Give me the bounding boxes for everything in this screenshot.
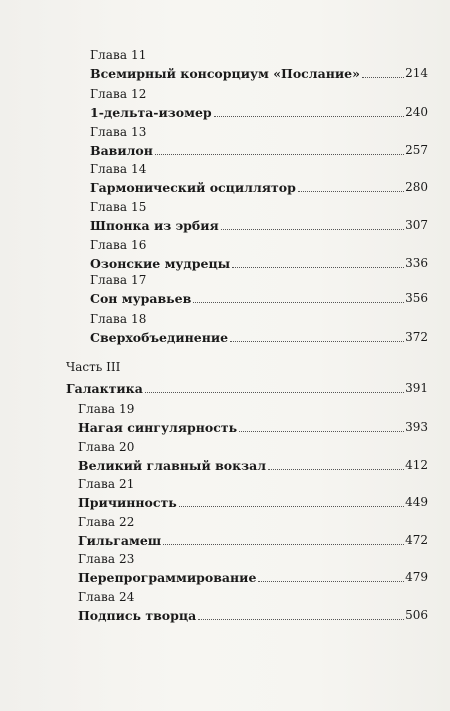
chapter-title: Гильгамеш xyxy=(78,533,162,548)
toc-entry-chapter-23 xyxy=(0,550,450,590)
chapter-row xyxy=(78,607,428,623)
chapter-label: Глава 13 xyxy=(90,125,147,139)
chapter-label: Глава 24 xyxy=(78,590,135,604)
dot-leader xyxy=(179,506,404,507)
dot-leader xyxy=(362,77,404,78)
page-number: 336 xyxy=(405,256,428,270)
chapter-label: Глава 23 xyxy=(78,552,135,566)
toc-entry-chapter-13 xyxy=(0,123,450,163)
page-number: 391 xyxy=(405,381,428,395)
chapter-title: Сверхобъединение xyxy=(90,330,229,345)
chapter-row xyxy=(78,494,428,510)
page-number: 214 xyxy=(405,66,428,80)
page-number: 393 xyxy=(405,420,428,434)
chapter-label: Глава 12 xyxy=(90,87,147,101)
dot-leader xyxy=(214,116,404,117)
toc-entry-chapter-21 xyxy=(0,475,450,515)
dot-leader xyxy=(232,267,404,268)
toc-entry-chapter-22 xyxy=(0,513,450,553)
part-title: Галактика xyxy=(66,381,143,396)
toc-entry-chapter-19 xyxy=(0,400,450,440)
chapter-row xyxy=(90,255,428,271)
page-number: 506 xyxy=(405,608,428,622)
chapter-row xyxy=(90,179,428,195)
toc-entry-chapter-11 xyxy=(0,46,450,86)
toc-entry-chapter-17 xyxy=(0,271,450,311)
chapter-label: Глава 22 xyxy=(78,515,135,529)
chapter-title: Нагая сингулярность xyxy=(78,420,238,435)
toc-entry-chapter-24 xyxy=(0,588,450,628)
chapter-title: Шпонка из эрбия xyxy=(90,218,219,233)
dot-leader xyxy=(198,619,404,620)
chapter-label: Глава 16 xyxy=(90,238,147,252)
chapter-row xyxy=(78,569,428,585)
chapter-title: Озонские мудрецы xyxy=(90,256,231,271)
chapter-title: Причинность xyxy=(78,495,177,510)
toc-entry-chapter-16 xyxy=(0,236,450,276)
chapter-title: Перепрограммирование xyxy=(78,570,257,585)
page-number: 280 xyxy=(405,180,428,194)
page-number: 372 xyxy=(405,330,428,344)
part-label: Часть III xyxy=(66,360,121,374)
toc-entry-chapter-14 xyxy=(0,160,450,200)
dot-leader xyxy=(230,341,404,342)
chapter-title: Сон муравьев xyxy=(90,291,192,306)
dot-leader xyxy=(239,431,404,432)
chapter-row xyxy=(78,532,428,548)
chapter-label: Глава 17 xyxy=(90,273,147,287)
dot-leader xyxy=(163,544,404,545)
page-number: 356 xyxy=(405,291,428,305)
toc-entry-chapter-15 xyxy=(0,198,450,238)
dot-leader xyxy=(145,392,404,393)
chapter-title: Гармонический осциллятор xyxy=(90,180,296,195)
chapter-row xyxy=(90,329,428,345)
chapter-label: Глава 14 xyxy=(90,162,147,176)
page-number: 240 xyxy=(405,105,428,119)
chapter-title: Великий главный вокзал xyxy=(78,458,267,473)
chapter-title: Вавилон xyxy=(90,143,153,158)
dot-leader xyxy=(258,581,404,582)
toc-entry-chapter-12 xyxy=(0,85,450,125)
page-number: 412 xyxy=(405,458,428,472)
part-row xyxy=(66,380,428,396)
chapter-title: 1-дельта-изомер xyxy=(90,105,212,120)
toc-entry-chapter-20 xyxy=(0,438,450,478)
toc-entry-part-3 xyxy=(0,358,450,398)
chapter-label: Глава 15 xyxy=(90,200,147,214)
chapter-row xyxy=(90,217,428,233)
chapter-row xyxy=(90,104,428,120)
dot-leader xyxy=(155,154,404,155)
chapter-row xyxy=(90,290,428,306)
chapter-row xyxy=(78,419,428,435)
chapter-row xyxy=(90,142,428,158)
chapter-label: Глава 19 xyxy=(78,402,135,416)
dot-leader xyxy=(298,191,404,192)
chapter-row xyxy=(90,65,428,81)
page-number: 257 xyxy=(405,143,428,157)
toc-entry-chapter-18 xyxy=(0,310,450,350)
chapter-label: Глава 11 xyxy=(90,48,147,62)
dot-leader xyxy=(268,469,404,470)
page-number: 449 xyxy=(405,495,428,509)
page-number: 472 xyxy=(405,533,428,547)
dot-leader xyxy=(221,229,404,230)
chapter-label: Глава 21 xyxy=(78,477,135,491)
chapter-label: Глава 20 xyxy=(78,440,135,454)
chapter-label: Глава 18 xyxy=(90,312,147,326)
chapter-title: Подпись творца xyxy=(78,608,197,623)
page-number: 479 xyxy=(405,570,428,584)
dot-leader xyxy=(193,302,404,303)
page-number: 307 xyxy=(405,218,428,232)
chapter-title: Всемирный консорциум «Послание» xyxy=(90,66,360,81)
chapter-row xyxy=(78,457,428,473)
